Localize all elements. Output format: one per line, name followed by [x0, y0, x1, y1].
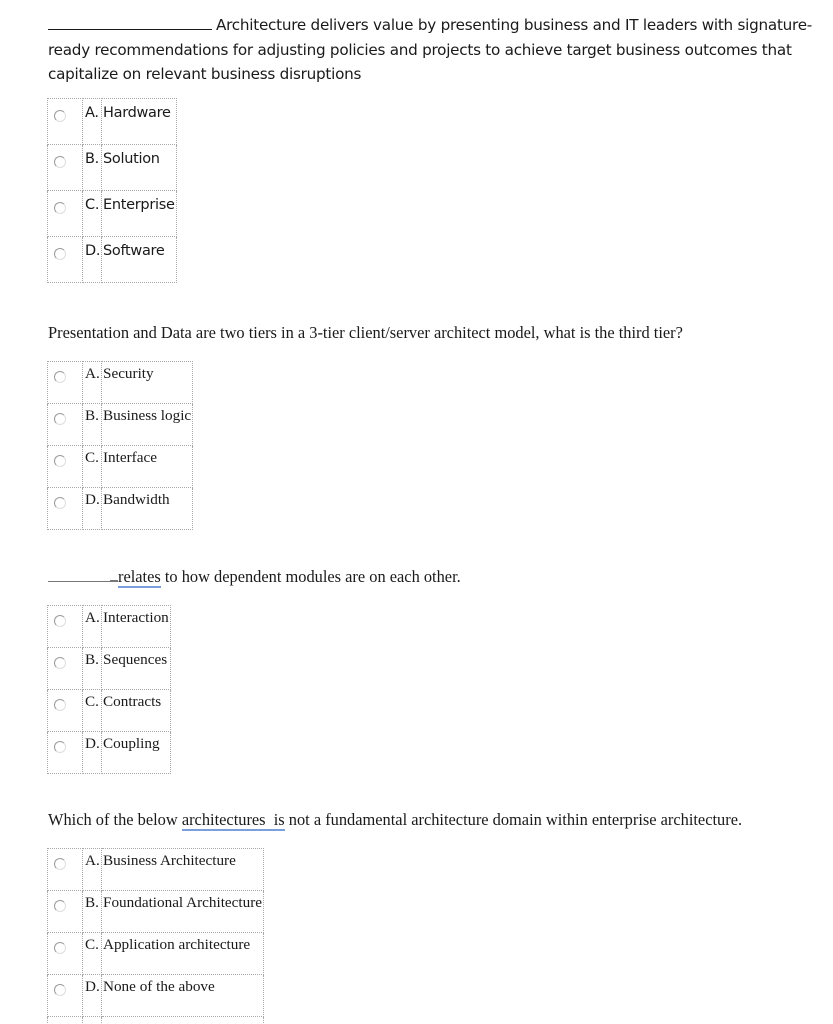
question-2-options	[47, 361, 193, 530]
radio-button[interactable]	[54, 942, 66, 954]
option-row[interactable]	[48, 362, 193, 404]
question-2-text: Presentation and Data are two tiers in a 3-tier client/server architect model, what is the third tier?	[48, 323, 683, 342]
option-row[interactable]	[48, 690, 171, 732]
option-row[interactable]	[48, 732, 171, 774]
option-letter: D.	[83, 488, 102, 530]
option-row[interactable]	[48, 237, 177, 283]
radio-button[interactable]	[54, 371, 66, 383]
option-letter: C.	[83, 191, 102, 237]
question-1-options	[47, 98, 177, 283]
radio-button[interactable]	[54, 455, 66, 467]
grammar-flagged-word: relates	[118, 567, 161, 586]
option-row[interactable]	[48, 849, 264, 891]
option-row[interactable]	[48, 891, 264, 933]
question-1-text: Architecture delivers value by presenting business and IT leaders with signature- ready recommendations for adjusting policies and projects to achieve target business outcomes that capitalize on relevant business disruptions	[48, 16, 813, 83]
question-4-text: Which of the below architectures is not a fundamental architecture domain within enterprise architecture.	[48, 810, 743, 829]
option-label: Solution	[102, 145, 177, 191]
option-label: Application architecture	[102, 933, 264, 975]
option-label: Bandwidth	[102, 488, 193, 530]
option-letter: C.	[83, 446, 102, 488]
option-label: Software	[102, 237, 177, 283]
option-row-empty	[48, 1017, 264, 1024]
option-letter: A.	[83, 606, 102, 648]
grammar-flagged-phrase: architectures is	[181, 810, 285, 829]
option-row[interactable]	[48, 191, 177, 237]
option-row[interactable]	[48, 975, 264, 1017]
option-label: None of the above	[102, 975, 264, 1017]
option-row[interactable]	[48, 404, 193, 446]
option-letter: A.	[83, 99, 102, 145]
option-letter: B.	[83, 891, 102, 933]
option-row[interactable]	[48, 933, 264, 975]
radio-button[interactable]	[54, 413, 66, 425]
radio-button[interactable]	[54, 497, 66, 509]
radio-button[interactable]	[54, 699, 66, 711]
radio-button[interactable]	[54, 900, 66, 912]
option-label: Enterprise	[102, 191, 177, 237]
option-letter: C.	[83, 933, 102, 975]
option-row[interactable]	[48, 145, 177, 191]
option-letter: C.	[83, 690, 102, 732]
option-label: Coupling	[102, 732, 171, 774]
radio-button[interactable]	[54, 110, 66, 122]
question-3-text: relates to how dependent modules are on each other.	[48, 567, 461, 587]
option-label: Contracts	[102, 690, 171, 732]
option-letter: D.	[83, 975, 102, 1017]
radio-button[interactable]	[54, 984, 66, 996]
option-label: Foundational Architecture	[102, 891, 264, 933]
fill-in-blank	[48, 571, 110, 582]
question-3-options	[47, 605, 171, 774]
radio-button[interactable]	[54, 248, 66, 260]
option-label: Interface	[102, 446, 193, 488]
option-letter: A.	[83, 849, 102, 891]
fill-in-blank	[48, 15, 212, 30]
option-letter: B.	[83, 404, 102, 446]
option-label: Interaction	[102, 606, 171, 648]
option-row[interactable]	[48, 488, 193, 530]
option-letter: D.	[83, 237, 102, 283]
option-row[interactable]	[48, 99, 177, 145]
option-letter: D.	[83, 732, 102, 774]
option-label: Hardware	[102, 99, 177, 145]
radio-button[interactable]	[54, 657, 66, 669]
option-row[interactable]	[48, 606, 171, 648]
option-label: Business Architecture	[102, 849, 264, 891]
fill-in-blank-tail	[110, 570, 118, 582]
option-letter: A.	[83, 362, 102, 404]
radio-button[interactable]	[54, 202, 66, 214]
option-label: Security	[102, 362, 193, 404]
radio-button[interactable]	[54, 615, 66, 627]
option-label: Business logic	[102, 404, 193, 446]
option-letter: B.	[83, 145, 102, 191]
radio-button[interactable]	[54, 858, 66, 870]
option-row[interactable]	[48, 648, 171, 690]
option-label: Sequences	[102, 648, 171, 690]
radio-button[interactable]	[54, 156, 66, 168]
radio-button[interactable]	[54, 741, 66, 753]
option-row[interactable]	[48, 446, 193, 488]
option-letter: B.	[83, 648, 102, 690]
question-4-options	[47, 848, 264, 1024]
